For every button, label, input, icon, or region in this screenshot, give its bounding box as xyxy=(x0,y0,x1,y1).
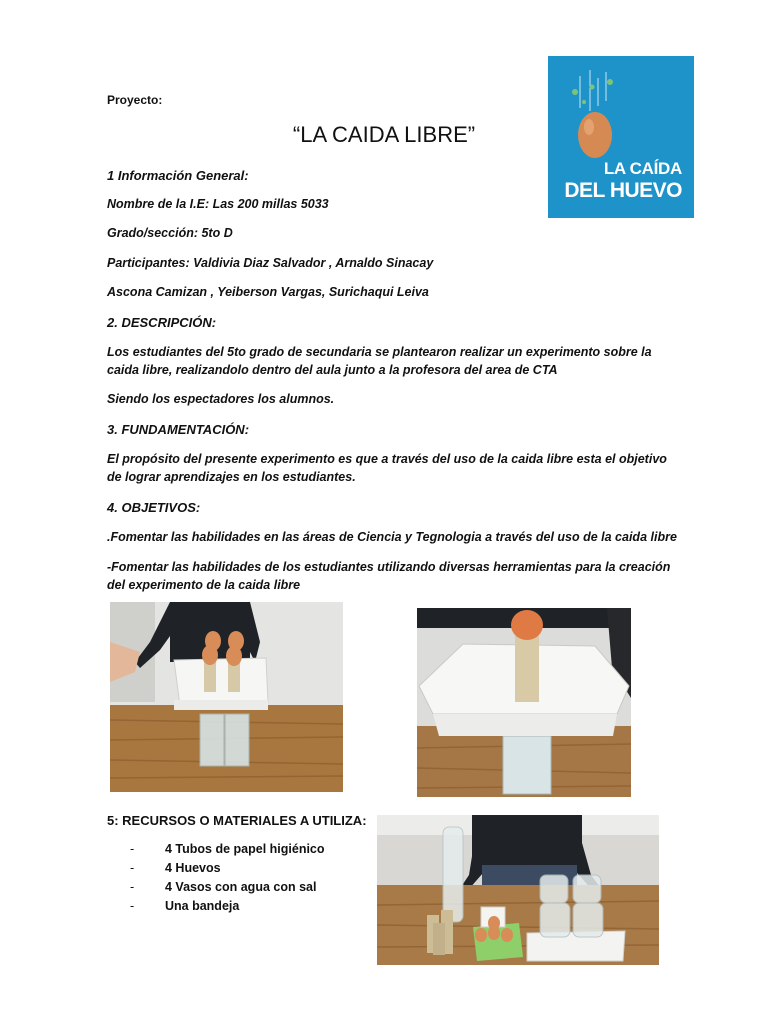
list-item: - 4 Vasos con agua con sal xyxy=(130,878,325,897)
list-item: - 4 Tubos de papel higiénico xyxy=(130,840,325,859)
page-title: “LA CAIDA LIBRE” xyxy=(292,122,476,147)
fundamentacion-line-1: El propósito del presente experimento es que a través del uso de la caida libre esta el objetivo xyxy=(107,452,667,466)
materials-photo xyxy=(377,815,659,965)
description-heading: 2. DESCRIPCIÓN: xyxy=(107,315,217,330)
list-item: - Una bandeja xyxy=(130,897,325,916)
school-name: Nombre de la I.E: Las 200 millas 5033 xyxy=(107,197,329,211)
recursos-heading: 5: RECURSOS O MATERIALES A UTILIZA: xyxy=(107,813,367,828)
description-line-2: caida libre, realizandolo dentro del aula junto a la profesora del area de CTA xyxy=(107,363,558,377)
experiment-photo-2 xyxy=(417,608,631,797)
fundamentacion-line-2: de lograr aprendizajes en los estudiantes. xyxy=(107,470,356,484)
project-label: Proyecto: xyxy=(107,93,163,107)
list-item: - 4 Huevos xyxy=(130,859,325,878)
objetivos-heading: 4. OBJETIVOS: xyxy=(107,500,201,515)
info-heading: 1 Información General: xyxy=(107,168,249,183)
logo-line-1: LA CAÍDA xyxy=(603,159,682,178)
objetivos-line-2: -Fomentar las habilidades de los estudiantes utilizando diversas herramientas para la creación xyxy=(107,560,671,574)
materials-list xyxy=(130,840,325,916)
participants-line-1: Participantes: Valdivia Diaz Salvador , Arnaldo Sinacay xyxy=(107,256,434,270)
grade-section: Grado/sección: 5to D xyxy=(107,226,233,240)
objetivos-line-1: .Fomentar las habilidades en las áreas de Ciencia y Tegnologia a través del uso de la caida libre xyxy=(107,530,677,544)
logo xyxy=(548,56,694,218)
description-line-1: Los estudiantes del 5to grado de secundaria se plantearon realizar un experimento sobre la xyxy=(107,345,652,359)
objetivos-line-3: del experimento de la caida libre xyxy=(107,578,301,592)
experiment-photo-1 xyxy=(110,602,343,792)
logo-line-2: DEL HUEVO xyxy=(564,179,682,202)
participants-line-2: Ascona Camizan , Yeiberson Vargas, Surichaqui Leiva xyxy=(107,285,429,299)
description-line-3: Siendo los espectadores los alumnos. xyxy=(107,392,335,406)
fundamentacion-heading: 3. FUNDAMENTACIÓN: xyxy=(107,422,250,437)
